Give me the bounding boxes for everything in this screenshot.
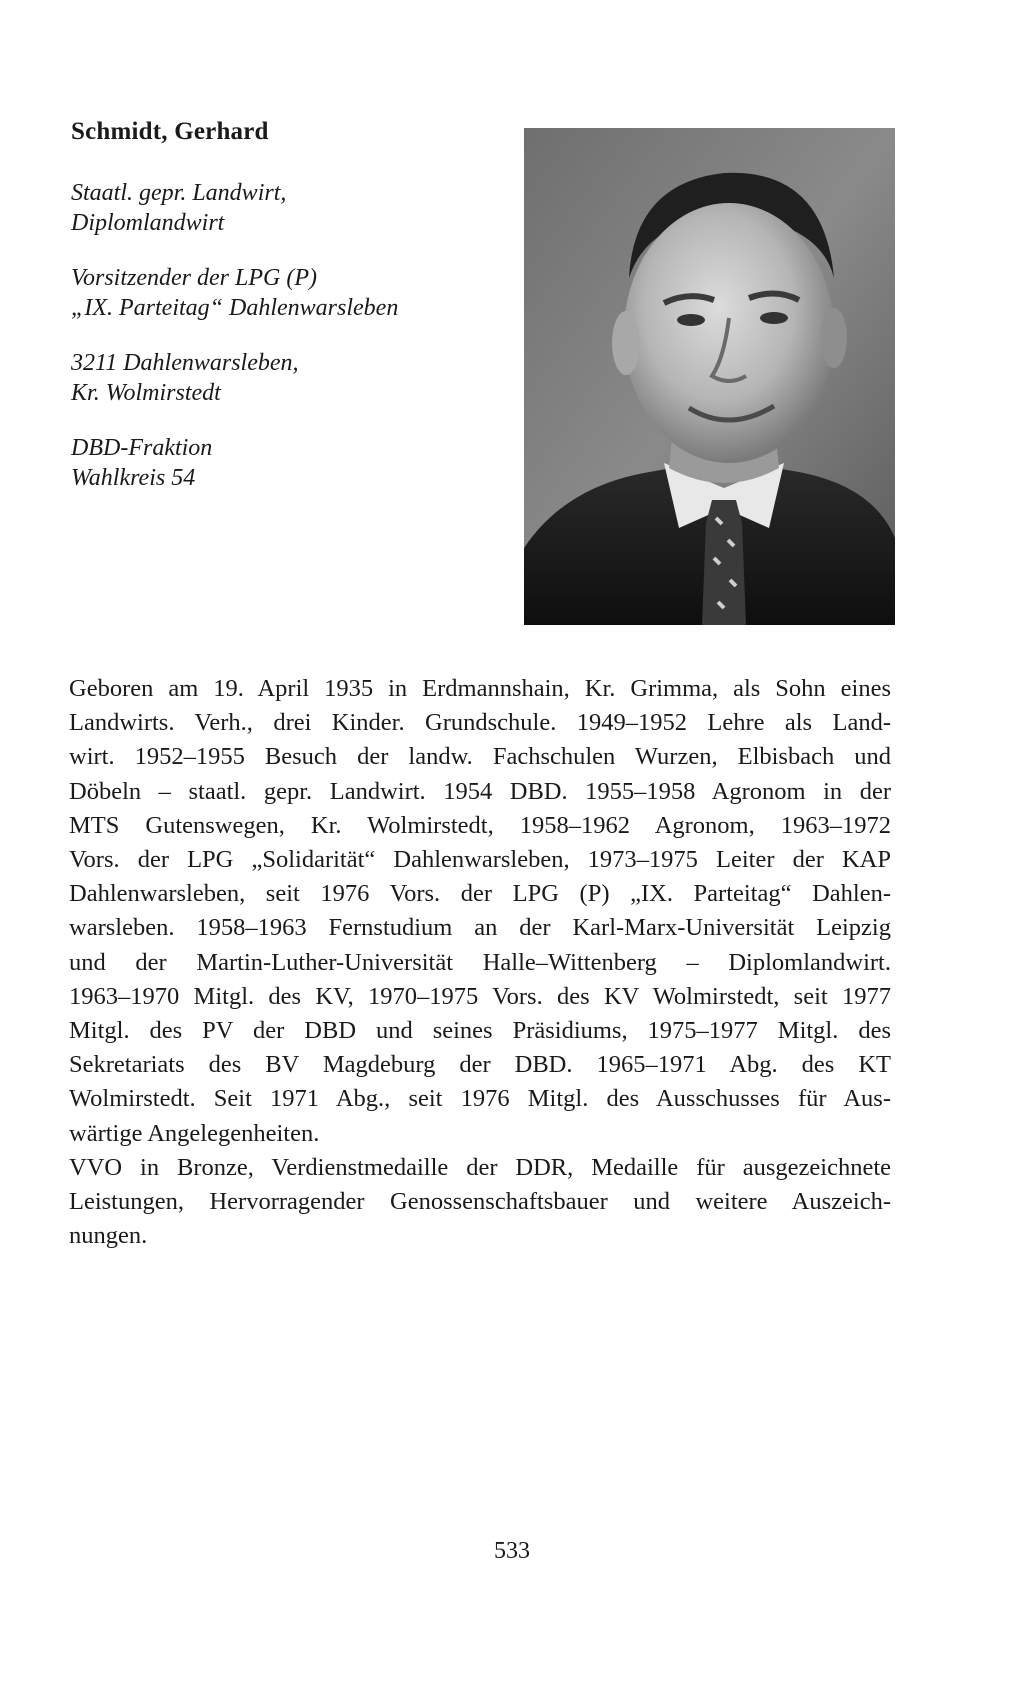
biography-line: nungen.	[69, 1222, 148, 1250]
profile-info	[71, 178, 491, 518]
biography-line: warsleben. 1958–1963 Fernstudium an der Karl-Marx-Universität Leipzig	[69, 914, 891, 942]
position-line: „IX. Parteitag“ Dahlenwarsleben	[71, 295, 399, 321]
faction-line: DBD-Fraktion	[71, 435, 213, 461]
qualification	[71, 178, 491, 238]
qualification-line: Diplomlandwirt	[71, 210, 225, 236]
biography-line: Döbeln – staatl. gepr. Landwirt. 1954 DBD. 1955–1958 Agronom in der	[69, 777, 891, 805]
address	[71, 348, 491, 408]
biography-line: VVO in Bronze, Verdienstmedaille der DDR, Medaille für ausgezeichnete	[69, 1153, 891, 1181]
person-name: Schmidt, Gerhard	[71, 118, 269, 145]
biography-line: wirt. 1952–1955 Besuch der landw. Fachschulen Wurzen, Elbisbach und	[69, 743, 891, 771]
faction	[71, 433, 491, 493]
biography-line: und der Martin-Luther-Universität Halle–Wittenberg – Diplomlandwirt.	[69, 948, 891, 976]
biography-line: Mitgl. des PV der DBD und seines Präsidiums, 1975–1977 Mitgl. des	[69, 1017, 891, 1045]
biography-line: Dahlenwarsleben, seit 1976 Vors. der LPG (P) „IX. Parteitag“ Dahlen-	[69, 880, 891, 908]
biography-line: Wolmirstedt. Seit 1971 Abg., seit 1976 Mitgl. des Ausschusses für Aus-	[69, 1085, 891, 1113]
page-number: 533	[494, 1538, 530, 1564]
position-line: Vorsitzender der LPG (P)	[71, 265, 317, 291]
position	[71, 263, 491, 323]
biography-line: Landwirts. Verh., drei Kinder. Grundschule. 1949–1952 Lehre als Land-	[69, 709, 891, 737]
portrait-photo	[524, 128, 895, 625]
faction-line: Wahlkreis 54	[71, 465, 196, 491]
biography-text	[69, 672, 891, 1253]
biography-line: MTS Gutenswegen, Kr. Wolmirstedt, 1958–1962 Agronom, 1963–1972	[69, 811, 891, 839]
biography-line: wärtige Angelegenheiten.	[69, 1119, 320, 1147]
biography-line: Vors. der LPG „Solidarität“ Dahlenwarsleben, 1973–1975 Leiter der KAP	[69, 846, 891, 874]
biography-line: 1963–1970 Mitgl. des KV, 1970–1975 Vors. des KV Wolmirstedt, seit 1977	[69, 982, 891, 1010]
address-line: Kr. Wolmirstedt	[71, 380, 221, 406]
biography-line: Leistungen, Hervorragender Genossenschaftsbauer und weitere Auszeich-	[69, 1188, 891, 1216]
address-line: 3211 Dahlenwarsleben,	[71, 350, 299, 376]
qualification-line: Staatl. gepr. Landwirt,	[71, 180, 287, 206]
biography-line: Sekretariats des BV Magdeburg der DBD. 1965–1971 Abg. des KT	[69, 1051, 891, 1079]
biography-line: Geboren am 19. April 1935 in Erdmannshain, Kr. Grimma, als Sohn eines	[69, 675, 891, 702]
